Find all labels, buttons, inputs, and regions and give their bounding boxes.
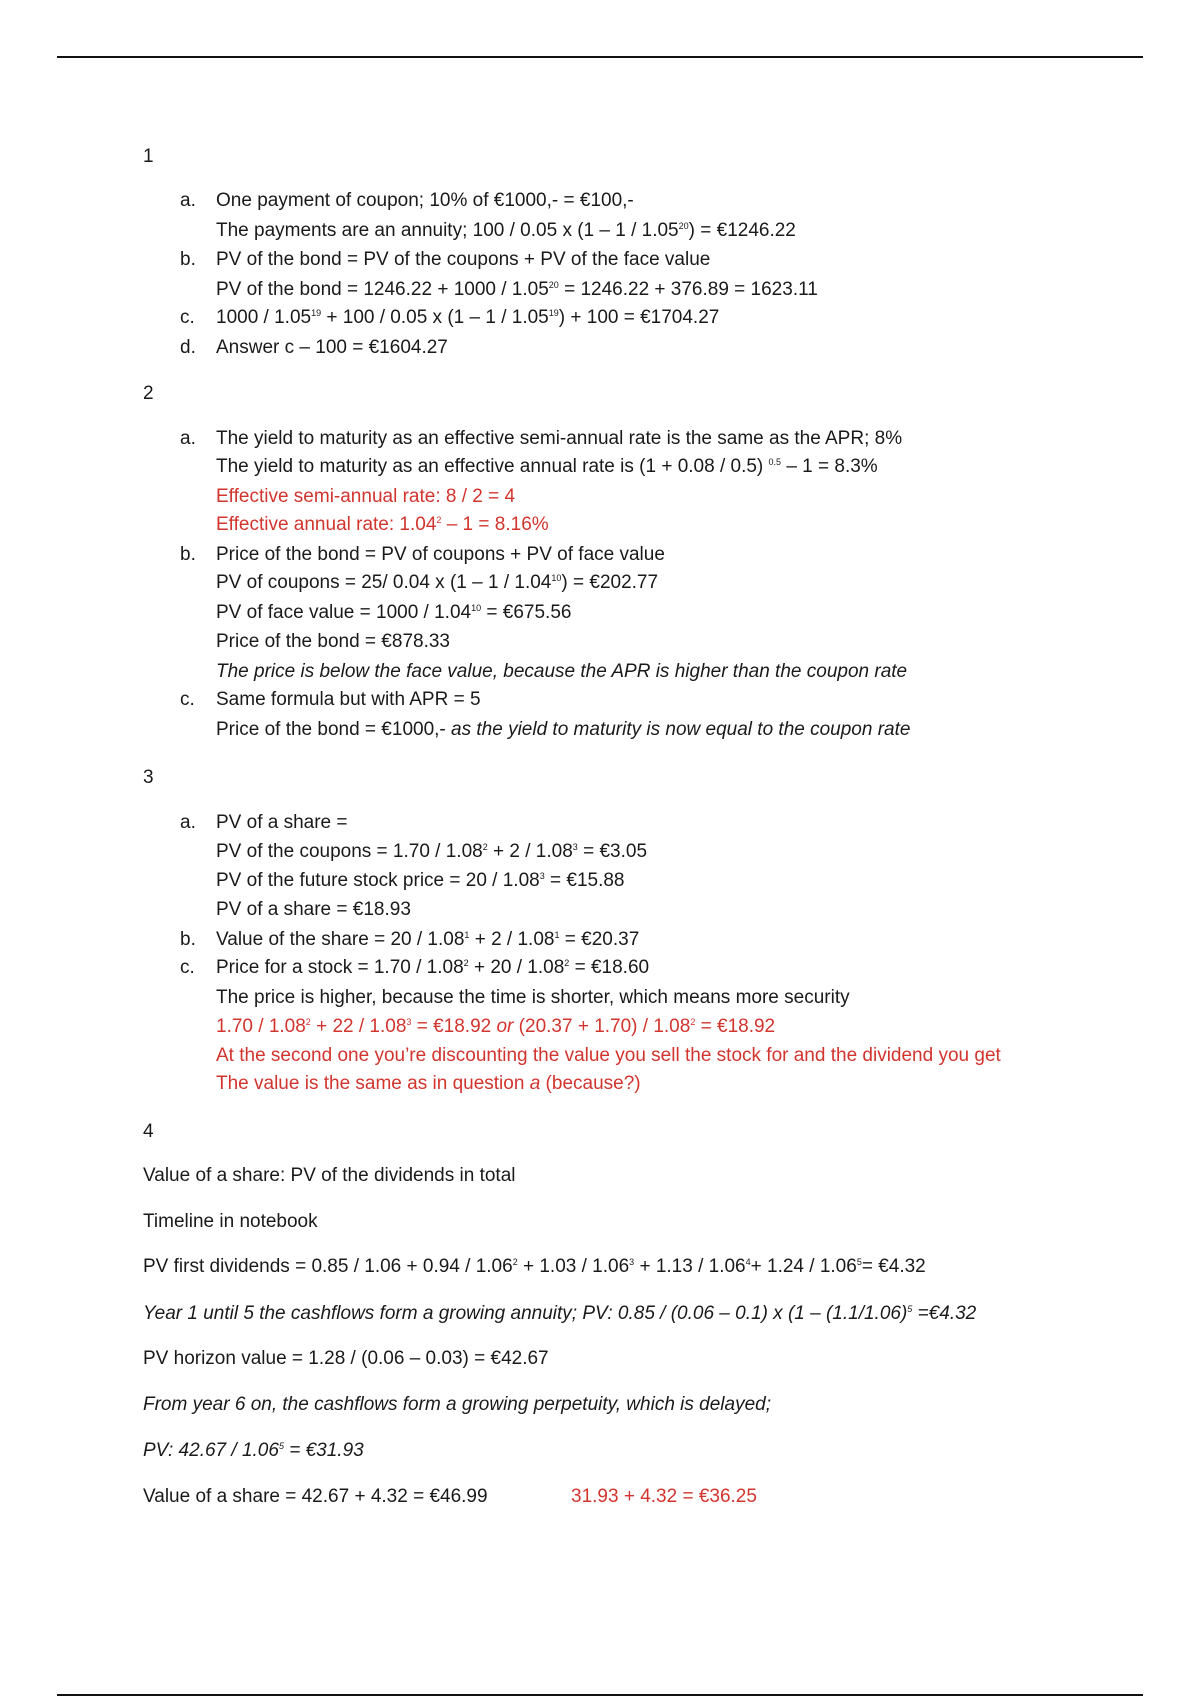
q4-red-answer: 31.93 + 4.32 = €36.25 bbox=[571, 1486, 757, 1507]
q2-c-line-2: Price of the bond = €1000,- as the yield to maturity is now equal to the coupon rate bbox=[216, 719, 911, 740]
q1-b-line-1: PV of the bond = PV of the coupons + PV of the face value bbox=[216, 249, 711, 270]
q2-a-marker: a. bbox=[180, 428, 196, 449]
q2-b-marker: b. bbox=[180, 544, 196, 565]
top-rule bbox=[57, 56, 1143, 58]
q1-d-line: Answer c – 100 = €1604.27 bbox=[216, 337, 448, 358]
q2-a-red-line-1: Effective semi-annual rate: 8 / 2 = 4 bbox=[216, 486, 516, 507]
q4-paragraph-7: PV: $42.67 / 1.06^5$ = €31.93 bbox=[143, 1440, 364, 1461]
q2-c-line-1: Same formula but with APR = 5 bbox=[216, 689, 481, 710]
q2-a-line-1: The yield to maturity as an effective semi-annual rate is the same as the APR; 8% bbox=[216, 428, 903, 449]
question-2-number: 2 bbox=[143, 383, 154, 404]
q1-b-marker: b. bbox=[180, 249, 196, 270]
q3-a-line-3: PV of the future stock price = $20 / 1.08^3$ = €15.88 bbox=[216, 870, 625, 891]
q4-paragraph-5: PV horizon value = 1.28 / (0.06 – 0.03) = €42.67 bbox=[143, 1348, 549, 1369]
q1-a-line-1: One payment of coupon; 10% of €1000,- = €100,- bbox=[216, 190, 634, 211]
q3-a-marker: a. bbox=[180, 812, 196, 833]
q2-c-marker: c. bbox=[180, 689, 195, 710]
bottom-rule bbox=[57, 1694, 1143, 1696]
q3-c-line-2: The price is higher, because the time is shorter, which means more security bbox=[216, 987, 850, 1008]
q2-b-line-4: Price of the bond = €878.33 bbox=[216, 631, 450, 652]
q1-b-line-2: PV of the bond = $1246.22 + 1000 / 1.05^{20} = 1246.22 + 376.89 = 1623.11$ bbox=[216, 279, 818, 300]
q4-paragraph-3: PV first dividends = $0.85 / 1.06 + 0.94 / 1.06^2 + 1.03 / 1.06^3 + 1.13 / 1.06^4+ 1.24 / 1.06^5=$ €4.32 bbox=[143, 1256, 926, 1277]
q3-b-marker: b. bbox=[180, 929, 196, 950]
q2-b-line-2: PV of coupons = 25/ 0.04 x $(1 - 1 / 1.04^{10})$ = €202.77 bbox=[216, 572, 659, 593]
q4-paragraph-4: Year 1 until 5 the cashflows form a growing annuity; PV: 0.85 / (0.06 – 0.1) x ($1 - (1.1/1.06)^5$ =€4.32 bbox=[143, 1303, 977, 1324]
q3-a-line-2: PV of the coupons = $1.70 / 1.08^2 + 2 / 1.08^3$ = €3.05 bbox=[216, 841, 648, 862]
q1-c-marker: c. bbox=[180, 307, 195, 328]
q2-b-italic-note: The price is below the face value, because the APR is higher than the coupon rate bbox=[216, 661, 908, 682]
q2-b-line-3: PV of face value = $1000 / 1.04^{10}$ = €675.56 bbox=[216, 602, 572, 623]
q2-b-line-1: Price of the bond = PV of coupons + PV of face value bbox=[216, 544, 665, 565]
q1-d-marker: d. bbox=[180, 337, 196, 358]
q3-c-red-line-2: At the second one you’re discounting the value you sell the stock for and the dividend you get bbox=[216, 1045, 1001, 1066]
q4-paragraph-1: Value of a share: PV of the dividends in total bbox=[143, 1165, 516, 1186]
q2-a-line-2: The yield to maturity as an effective annual rate is (1 + 0.08 / 0.5) $^{0.5}$ – 1 = 8.3% bbox=[216, 456, 878, 477]
q4-paragraph-6: From year 6 on, the cashflows form a growing perpetuity, which is delayed; bbox=[143, 1394, 771, 1415]
q1-a-marker: a. bbox=[180, 190, 196, 211]
q2-a-red-line-2: Effective annual rate: 1.04$^2$ – 1 = 8.16% bbox=[216, 514, 549, 535]
q3-a-line-4: PV of a share = €18.93 bbox=[216, 899, 411, 920]
q3-b-line: Value of the share = $20 / 1.08^1 + 2 / 1.08^1$ = €20.37 bbox=[216, 929, 640, 950]
q3-a-line-1: PV of a share = bbox=[216, 812, 348, 833]
q1-a-line-2: The payments are an annuity; 100 / 0.05 x $(1 - 1 / 1.05^{20})$ = €1246.22 bbox=[216, 220, 796, 241]
q4-paragraph-8: Value of a share = 42.67 + 4.32 = €46.99 bbox=[143, 1486, 488, 1507]
q1-c-line: $1000 / 1.05^{19} + 100 / 0.05$ x $(1 - 1 / 1.05^{19}) + 100$ = €1704.27 bbox=[216, 307, 720, 328]
q3-c-red-line-3: The value is the same as in question a (because?) bbox=[216, 1073, 641, 1094]
question-4-number: 4 bbox=[143, 1121, 154, 1142]
q3-c-marker: c. bbox=[180, 957, 195, 978]
q3-c-line-1: Price for a stock = $1.70 / 1.08^2 + 20 / 1.08^2$ = €18.60 bbox=[216, 957, 650, 978]
question-3-number: 3 bbox=[143, 767, 154, 788]
question-1-number: 1 bbox=[143, 146, 154, 167]
q3-c-red-line-1: $1.70 / 1.08^2 + 22 / 1.08^3$ = €18.92 or $(20.37 + 1.70) / 1.08^2$ = €18.92 bbox=[216, 1016, 776, 1037]
q4-paragraph-2: Timeline in notebook bbox=[143, 1211, 318, 1232]
